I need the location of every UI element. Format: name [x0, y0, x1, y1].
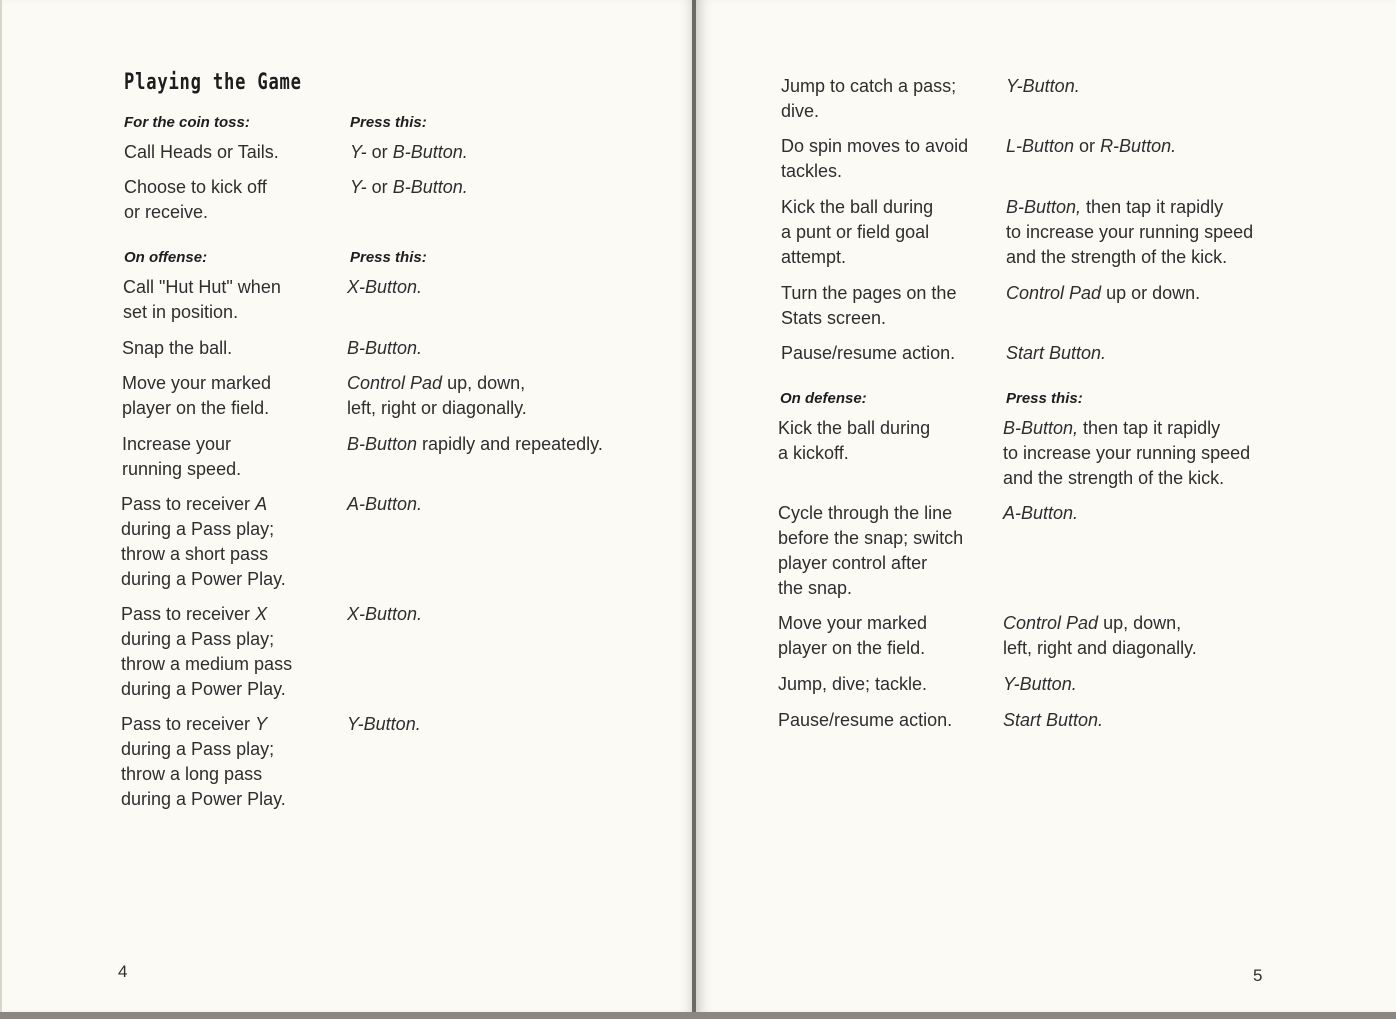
- offense-press-header: Press this:: [350, 249, 427, 266]
- defense-press-header: Press this:: [1006, 390, 1083, 407]
- defense-header: On defense:: [780, 390, 867, 407]
- coin-toss-row-0-action: Call Heads or Tails.: [124, 142, 279, 162]
- offense-row-6-press: Y-Button.: [347, 714, 421, 734]
- right-offense-row-2-press: B-Button, then tap it rapidly to increase your running speed and the strength of the kick.: [1006, 197, 1254, 267]
- defense-row-3-press: Y-Button.: [1003, 674, 1077, 694]
- offense-row-1-press: B-Button.: [347, 338, 423, 358]
- right-offense-row-3-press: Control Pad up or down.: [1006, 283, 1201, 303]
- offense-row-0-action: Call "Hut Hut" when set in position.: [123, 277, 281, 322]
- right-offense-row-4-press: Start Button.: [1006, 343, 1107, 363]
- right-offense-row-0-action: Jump to catch a pass; dive.: [781, 76, 957, 121]
- coin-toss-header: For the coin toss:: [124, 114, 250, 131]
- defense-row-0-action: Kick the ball during a kickoff.: [778, 418, 931, 463]
- coin-toss-row-1-press: Y- or B-Button.: [350, 177, 468, 197]
- offense-row-5-action: Pass to receiver X during a Pass play; throw a medium pass during a Power Play.: [121, 604, 293, 699]
- offense-row-2-press: Control Pad up, down, left, right or diagonally.: [347, 373, 527, 418]
- page-number-right: 5: [1253, 966, 1263, 985]
- defense-row-1-press: A-Button.: [1003, 503, 1079, 523]
- defense-row-2-action: Move your marked player on the field.: [778, 613, 928, 658]
- offense-row-4-press: A-Button.: [347, 494, 423, 514]
- coin-toss-row-0-press: Y- or B-Button.: [350, 142, 468, 162]
- defense-row-4-action: Pause/resume action.: [778, 710, 953, 730]
- page-title: Playing the Game: [124, 70, 302, 95]
- right-offense-row-0-press: Y-Button.: [1006, 76, 1080, 96]
- page-number-left: 4: [118, 962, 128, 981]
- right-offense-row-2-action: Kick the ball during a punt or field goal attempt.: [781, 197, 934, 267]
- right-offense-row-4-action: Pause/resume action.: [781, 343, 956, 363]
- defense-row-4-press: Start Button.: [1003, 710, 1104, 730]
- right-offense-row-1-action: Do spin moves to avoid tackles.: [781, 136, 969, 181]
- book-spine: [692, 0, 696, 1019]
- offense-row-5-press: X-Button.: [347, 604, 423, 624]
- offense-row-3-action: Increase your running speed.: [122, 434, 242, 479]
- offense-row-0-press: X-Button.: [347, 277, 423, 297]
- coin-toss-row-1-action: Choose to kick off or receive.: [124, 177, 267, 222]
- coin-toss-press-header: Press this:: [350, 114, 427, 131]
- offense-row-1-action: Snap the ball.: [122, 338, 233, 358]
- defense-row-1-action: Cycle through the line before the snap; switch player control after the snap.: [778, 503, 964, 598]
- offense-row-4-action: Pass to receiver A during a Pass play; throw a short pass during a Power Play.: [121, 494, 286, 589]
- defense-row-3-action: Jump, dive; tackle.: [778, 674, 928, 694]
- right-offense-row-1-press: L-Button or R-Button.: [1006, 136, 1177, 156]
- right-offense-row-3-action: Turn the pages on the Stats screen.: [781, 283, 957, 328]
- defense-row-2-press: Control Pad up, down, left, right and diagonally.: [1003, 613, 1197, 658]
- offense-row-2-action: Move your marked player on the field.: [122, 373, 272, 418]
- offense-row-3-press: B-Button rapidly and repeatedly.: [347, 434, 603, 454]
- page-bottom-edge: [0, 1012, 1396, 1019]
- offense-header: On offense:: [124, 249, 208, 266]
- defense-row-0-press: B-Button, then tap it rapidly to increase your running speed and the strength of the kick.: [1003, 418, 1251, 488]
- offense-row-6-action: Pass to receiver Y during a Pass play; throw a long pass during a Power Play.: [121, 714, 286, 809]
